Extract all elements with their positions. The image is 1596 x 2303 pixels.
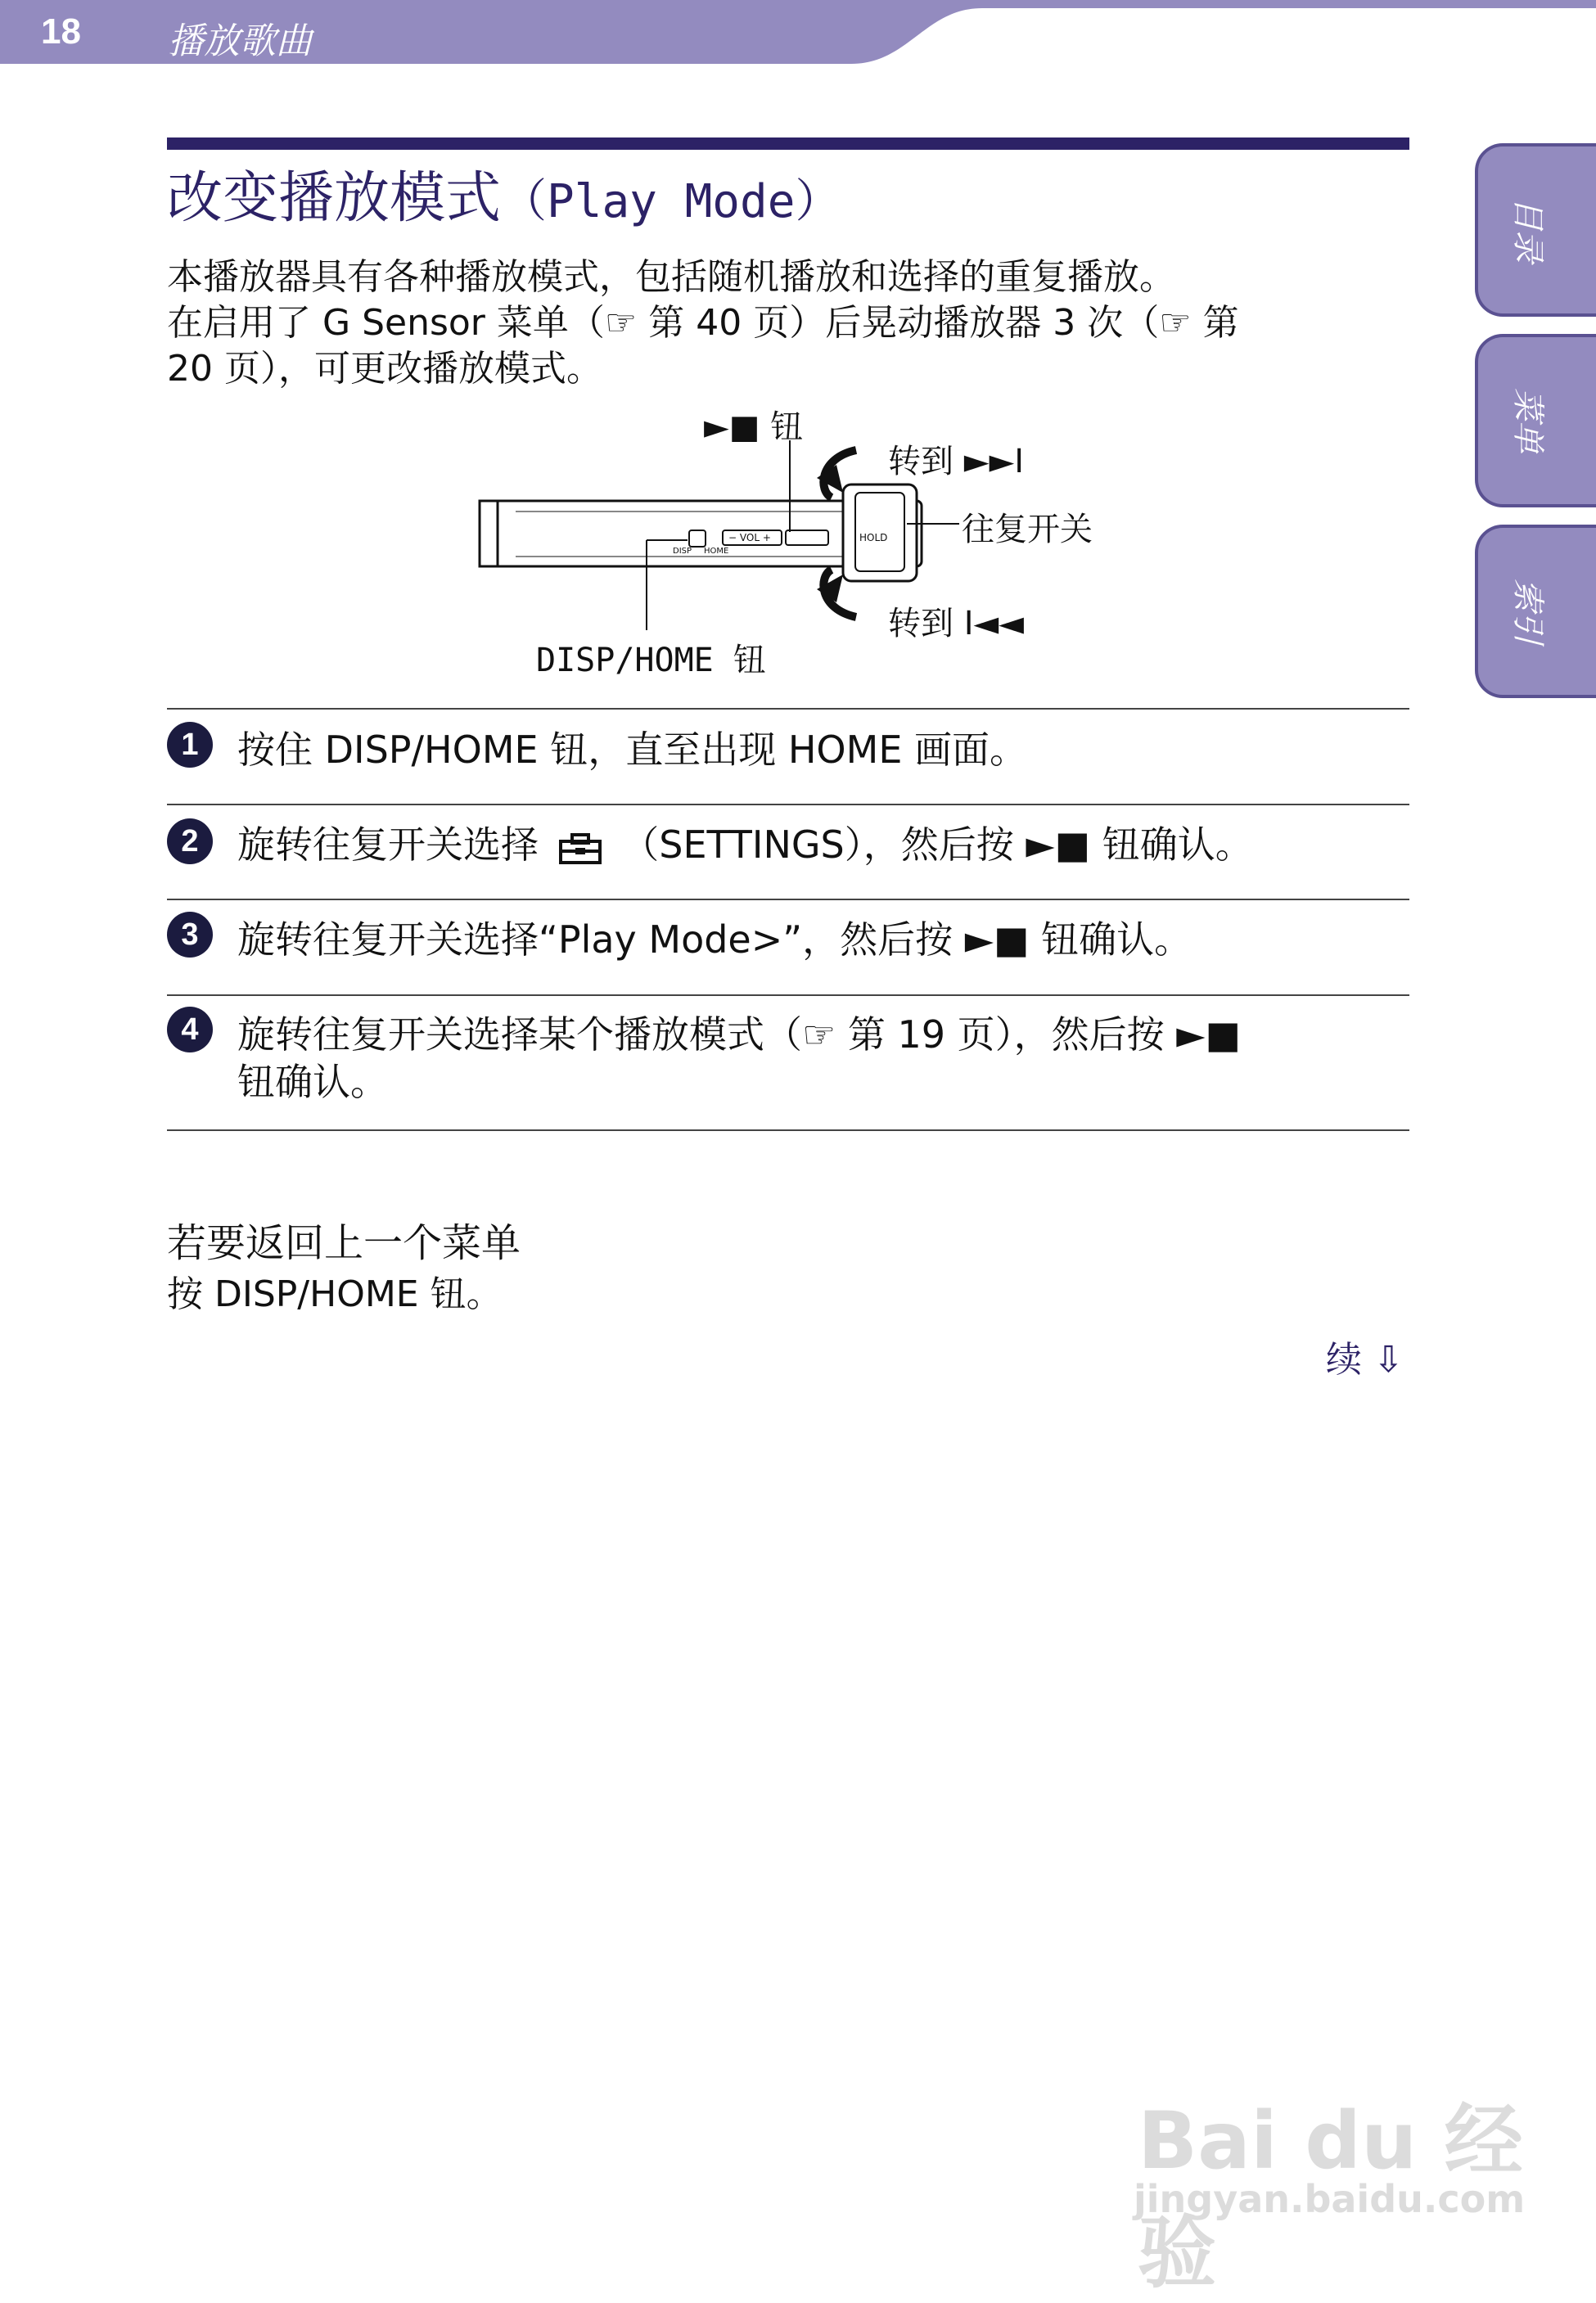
tab-contents-label: 目录 [1508,197,1547,263]
jog-switch-label: 往复开关 [962,511,1093,548]
step-3-text: 旋转往复开关选择“Play Mode>”，然后按 ►■ 钮确认。 [237,917,1192,962]
page-number: 18 [41,11,81,52]
disp-home-button-label: DISP/HOME 钮 [536,642,766,679]
tab-index[interactable] [1475,525,1596,698]
step-2-number: 2 [167,818,213,864]
vol-label: − VOL + [728,532,771,543]
continue-link[interactable]: 续 ⇩ [1326,1339,1404,1381]
title-rule [167,137,1409,150]
forward-label: 转到 ►►I [888,443,1025,480]
tab-index-label: 索引 [1508,579,1547,644]
step-1-text: 按住 DISP/HOME 钮，直至出现 HOME 画面。 [237,728,1028,772]
step-4-number: 4 [167,1007,213,1052]
page-title [167,154,841,233]
intro-line-2[interactable]: 在启用了 G Sensor 菜单（☞ 第 40 页）后晃动播放器 3 次（☞ 第 [167,302,1239,344]
step-1-number: 1 [167,722,213,768]
title-main: 改变播放模式 [167,166,502,231]
tab-menu-label: 菜单 [1508,388,1547,453]
step-divider [167,899,1409,900]
title-sub: （Play Mode） [501,175,841,228]
watermark-url: jingyan.baidu.com [1134,2177,1526,2221]
intro-line-3: 20 页），可更改播放模式。 [167,348,602,390]
step-divider [167,1129,1409,1131]
step-2-text-b: （SETTINGS），然后按 ►■ 钮确认。 [621,822,1253,867]
return-title: 若要返回上一个菜单 [167,1220,521,1266]
tab-contents[interactable] [1475,143,1596,317]
player-diagram [458,401,1195,696]
toolbox-icon [556,830,605,866]
step-2-text-a: 旋转往复开关选择 [237,822,539,867]
step-4-line-2: 钮确认。 [237,1060,388,1104]
step-divider [167,708,1409,710]
intro-line-1: 本播放器具有各种播放模式，包括随机播放和选择的重复播放。 [167,256,1175,298]
tab-menu[interactable] [1475,334,1596,507]
home-small-label: HOME [704,547,729,556]
play-stop-button-label: ►■ 钮 [704,408,804,446]
step-divider [167,994,1409,996]
step-4-line-1[interactable]: 旋转往复开关选择某个播放模式（☞ 第 19 页），然后按 ►■ [237,1012,1242,1057]
section-title: 播放歌曲 [168,20,312,62]
hold-label: HOLD [859,532,888,543]
step-3-number: 3 [167,912,213,958]
watermark-logo: Bai du 经验 [1138,2095,1523,2299]
step-2-text [237,815,1253,869]
step-divider [167,804,1409,805]
return-text: 按 DISP/HOME 钮。 [167,1273,503,1315]
back-label: 转到 I◄◄ [888,605,1025,642]
disp-small-label: DISP [673,547,692,556]
